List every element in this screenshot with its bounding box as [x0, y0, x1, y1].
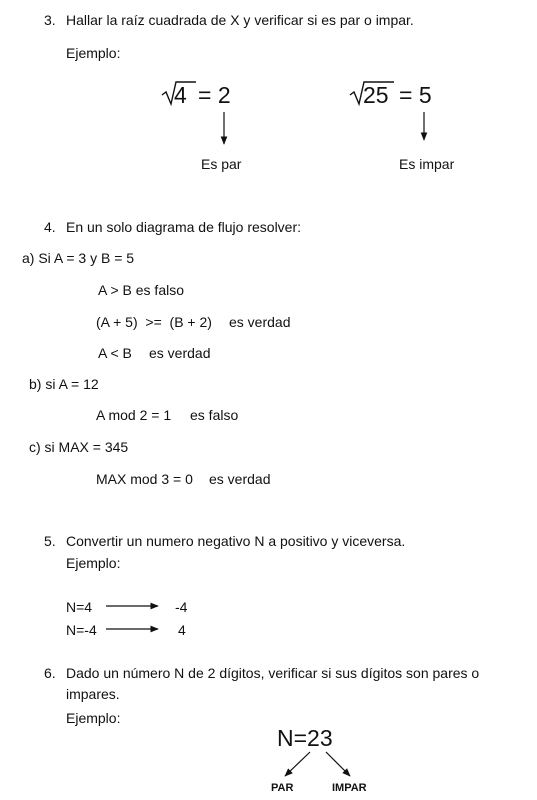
q4a-line2-expr: (A + 5) >= (B + 2) — [96, 314, 212, 330]
q6-line1: Dado un número N de 2 dígitos, verificar si sus dígitos son pares o — [66, 665, 480, 681]
q4-text: En un solo diagrama de flujo resolver: — [66, 219, 302, 235]
q4c-expr: MAX mod 3 = 0 — [96, 471, 193, 487]
q4b-result: es falso — [190, 407, 239, 423]
q4a-line3-result: es verdad — [149, 345, 211, 361]
q4c-result: es verdad — [209, 471, 271, 487]
q6-line2: impares. — [66, 686, 120, 702]
arrow-down-right-icon — [326, 752, 350, 776]
q3-ex1-radicand: 4 — [174, 82, 187, 108]
q4b-expr: A mod 2 = 1 — [96, 407, 172, 423]
q5-ejemplo-label: Ejemplo: — [66, 555, 121, 571]
q5-text: Convertir un numero negativo N a positivo y viceversa. — [66, 533, 406, 549]
q4a-line2-result: es verdad — [229, 314, 291, 330]
q3-text: Hallar la raíz cuadrada de X y verificar si es par o impar. — [66, 12, 414, 28]
q6-ejemplo-label: Ejemplo: — [66, 710, 121, 726]
q6-number: 6. — [44, 665, 56, 681]
q4-number: 4. — [44, 219, 56, 235]
sqrt-sign-icon — [162, 82, 196, 104]
q5-row2-right: 4 — [178, 622, 186, 638]
q4a-label: a) Si A = 3 y B = 5 — [22, 250, 135, 266]
q3-ex2-radicand: 25 — [363, 82, 389, 108]
q3-number: 3. — [44, 12, 56, 28]
q3-ex2-result-label: Es impar — [399, 156, 455, 172]
q5-row1-right: -4 — [175, 599, 188, 615]
q4a-line3-expr: A < B — [98, 345, 132, 361]
sqrt-sign-icon — [350, 82, 394, 104]
q5-row2-left: N=-4 — [66, 622, 97, 638]
q6-right-label: IMPAR — [332, 782, 367, 794]
q3-ex2-result-value: = 5 — [399, 82, 432, 108]
q6-left-label: PAR — [271, 782, 294, 794]
q3-ejemplo-label: Ejemplo: — [66, 45, 121, 61]
q4b-label: b) si A = 12 — [29, 376, 99, 392]
q4c-label: c) si MAX = 345 — [29, 439, 129, 455]
q6-value: N=23 — [277, 725, 333, 751]
q3-ex1-result-value: = 2 — [198, 82, 231, 108]
arrow-down-left-icon — [285, 752, 310, 776]
q3-ex1-result-label: Es par — [201, 156, 242, 172]
q4a-line1: A > B es falso — [98, 282, 184, 298]
q5-row1-left: N=4 — [66, 599, 93, 615]
q5-number: 5. — [44, 533, 56, 549]
